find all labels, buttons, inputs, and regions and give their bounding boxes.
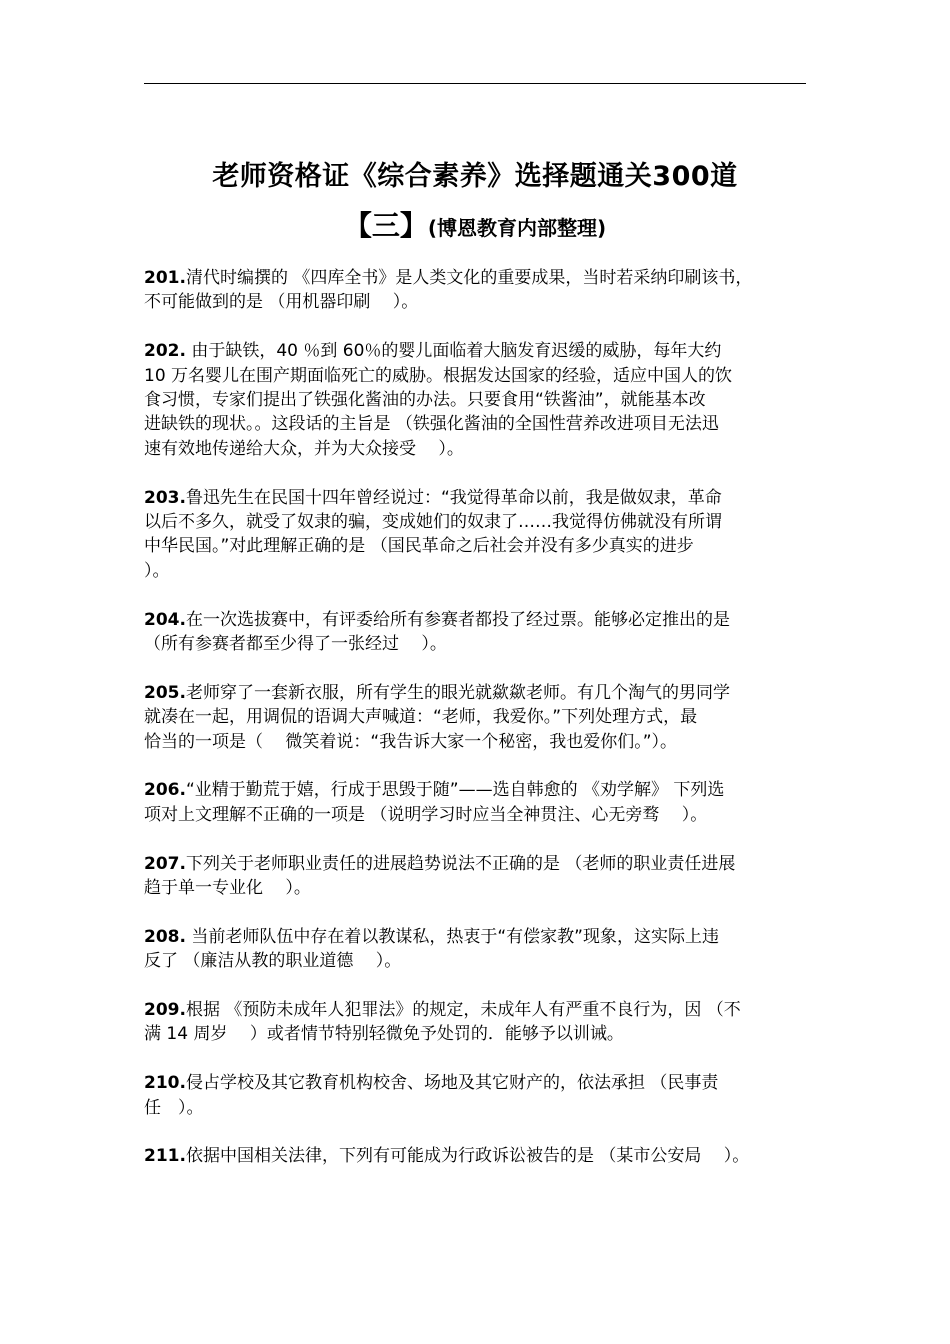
question-text-line: 当前老师队伍中存在着以教谋私，热衷于“有偿家教”现象，这实际上违 <box>185 926 719 947</box>
header-rule <box>144 83 806 84</box>
question-number: 209. <box>144 1000 186 1021</box>
question-text-line: “业精于勤荒于嬉，行成于思毁于随”——选自韩愈的 《劝学解》 下列选 <box>185 780 725 801</box>
question-text-line: 任 ）。 <box>144 1097 204 1118</box>
question-text-line: 反了 （廉洁从教的职业道德 ）。 <box>144 951 402 972</box>
question-item <box>144 339 812 461</box>
question-number: 208. <box>144 926 186 947</box>
question-number: 201. <box>144 268 186 288</box>
question-item <box>144 778 812 827</box>
question-text-line: 依据中国相关法律，下列有可能成为行政诉讼被告的是 （某市公安局 ）。 <box>185 1146 750 1167</box>
question-text-line: 就凑在一起，用调侃的语调大声喊道：“老师，我爱你。”下列处理方式，最 <box>144 707 698 728</box>
question-item <box>144 486 812 584</box>
question-text-line: 由于缺铁，40 ％到 60％的婴儿面临着大脑发育迟缓的威胁，每年大约 <box>185 341 722 362</box>
subtitle-note: (博恩教育内部整理) <box>427 216 607 240</box>
question-item <box>144 852 812 901</box>
question-text-line: 项对上文理解不正确的一项是 （说明学习时应当全神贯注、心无旁骛 ）。 <box>144 804 708 825</box>
question-list <box>144 266 812 1193</box>
question-number: 206. <box>144 780 186 801</box>
question-text-line: 老师穿了一套新衣服，所有学生的眼光就歘歘老师。有几个淘气的男同学 <box>185 682 730 703</box>
subtitle-mark: 【三】 <box>343 209 428 242</box>
question-text-line: 在一次选拔赛中，有评委给所有参赛者都投了经过票。能够必定推出的是 <box>185 609 730 630</box>
question-item <box>144 1144 812 1168</box>
question-number: 203. <box>144 487 186 508</box>
question-number: 211. <box>144 1146 186 1167</box>
question-text-line: 满 14 周岁 ）或者情节特别轻微免予处罚的．能够予以训诫。 <box>144 1024 624 1045</box>
question-text-line: 10 万名婴儿在围产期面临死亡的威胁。根据发达国家的经验，适应中国人的饮 <box>144 365 733 386</box>
question-text-line: ）。 <box>144 560 170 581</box>
document-subtitle <box>0 204 950 244</box>
question-number: 207. <box>144 853 186 874</box>
question-text-line: 以后不多久，就受了奴隶的骗，变成她们的奴隶了……我觉得仿佛就没有所谓 <box>144 512 722 533</box>
document-title: 老师资格证《综合素养》选择题通关300道 <box>212 161 738 192</box>
question-text-line: 鲁迅先生在民国十四年曾经说过：“我觉得革命以前，我是做奴隶，革命 <box>185 487 722 508</box>
question-text-line: 恰当的一项是（ 微笑着说：“我告诉大家一个秘密，我也爱你们。”）。 <box>144 731 678 752</box>
question-item <box>144 925 812 974</box>
question-number: 210. <box>144 1073 186 1094</box>
question-text-line: （所有参赛者都至少得了一张经过 ）。 <box>144 634 447 655</box>
question-number: 202. <box>144 341 186 362</box>
question-text-line: 侵占学校及其它教育机构校舍、场地及其它财产的，依法承担 （民事责 <box>185 1073 719 1094</box>
question-text-line: 速有效地传递给大众，并为大众接受 ）。 <box>144 438 464 459</box>
question-number: 205. <box>144 682 186 703</box>
question-item <box>144 1071 812 1120</box>
question-text-line: 中华民国。”对此理解正确的是 （国民革命之后社会并没有多少真实的进步 <box>144 536 694 557</box>
question-text-line: 根据 《预防未成年人犯罪法》的规定，未成年人有严重不良行为，因 （不 <box>185 1000 741 1021</box>
question-text-line: 趋于单一专业化 ）。 <box>144 878 311 899</box>
question-text-line: 进缺铁的现状。。这段话的主旨是 （铁强化酱油的全国性营养改进项目无法迅 <box>144 414 719 435</box>
question-item <box>144 266 812 315</box>
question-text-line: 清代时编撰的 《四库全书》是人类文化的重要成果，当时若采纳印刷该书， <box>185 268 753 288</box>
question-item <box>144 998 812 1047</box>
question-text-line: 下列关于老师职业责任的进展趋势说法不正确的是 （老师的职业责任进展 <box>185 853 736 874</box>
question-text-line: 食习惯，专家们提出了铁强化酱油的办法。只要食用“铁酱油”，就能基本改 <box>144 390 706 411</box>
question-text-line: 不可能做到的是 （用机器印刷 ）。 <box>144 292 419 313</box>
question-item <box>144 608 812 657</box>
question-item <box>144 681 812 754</box>
question-number: 204. <box>144 609 186 630</box>
